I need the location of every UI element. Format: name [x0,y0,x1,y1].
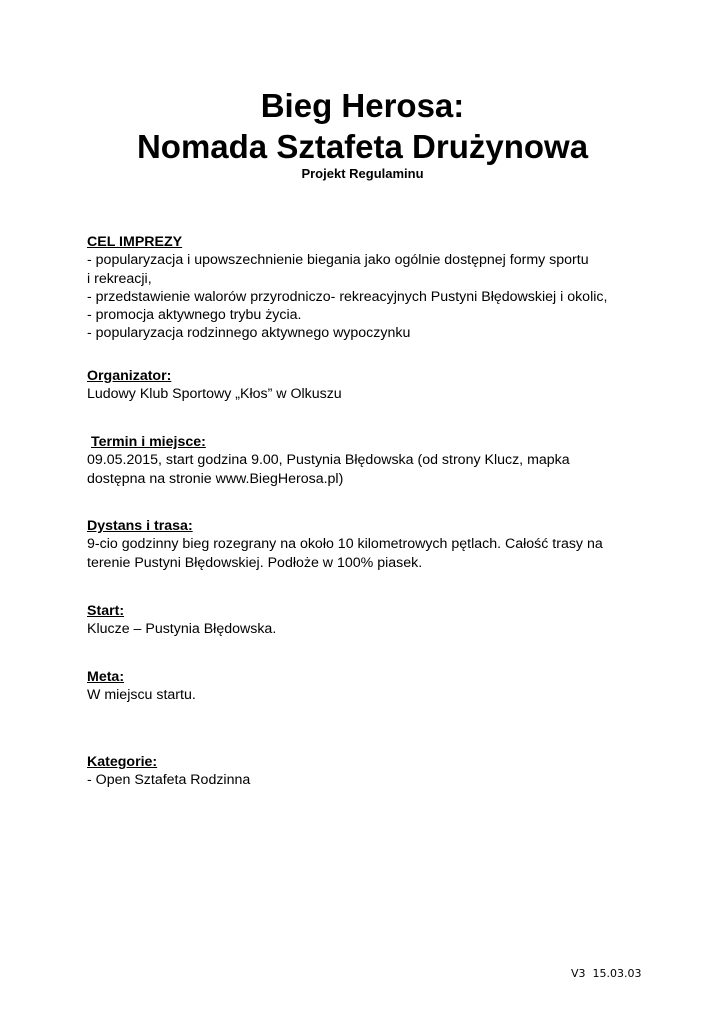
document-subtitle: Projekt Regulaminu [301,166,424,181]
organizator-line: Ludowy Klub Sportowy „Kłos” w Olkuszu [87,386,342,403]
section-kategorie [87,753,647,790]
cel-line: - przedstawienie walorów przyrodniczo- rekreacyjnych Pustyni Błędowskiej i okolic, [87,288,608,305]
cel-line: - popularyzacja rodzinnego aktywnego wypoczynku [87,325,411,342]
section-termin [87,433,647,488]
section-heading-dystans: Dystans i trasa: [87,518,193,534]
cel-line: - promocja aktywnego trybu życia. [87,307,302,324]
meta-line: W miejscu startu. [87,687,196,704]
title-line-2: Nomada Sztafeta Drużynowa [136,128,589,165]
section-heading-kategorie: Kategorie: [87,754,158,770]
dystans-line: terenie Pustyni Błędowskiej. Podłoże w 100% piasek. [87,554,423,571]
section-heading-termin: Termin i miejsce: [91,434,206,450]
section-heading-start: Start: [87,603,125,619]
section-dystans [87,517,647,572]
section-meta [87,668,647,705]
section-heading-meta: Meta: [87,669,125,685]
section-heading-cel: CEL IMPREZY [87,234,183,250]
kategorie-line: - Open Sztafeta Rodzinna [87,772,251,789]
start-line: Klucze – Pustynia Błędowska. [87,621,277,638]
cel-line: - popularyzacja i upowszechnienie biegania jako ogólnie dostępnej formy sportu [87,252,589,269]
section-cel-imprezy [87,233,647,343]
version-footer: V3 15.03.03 [571,967,642,980]
section-start [87,602,647,639]
termin-line: dostępna na stronie www.BiegHerosa.pl) [87,470,344,487]
section-heading-organizator: Organizator: [87,368,172,384]
termin-line: 09.05.2015, start godzina 9.00, Pustynia Błędowska (od strony Klucz, mapka [87,452,570,469]
dystans-line: 9-cio godzinny bieg rozegrany na około 10 kilometrowych pętlach. Całość trasy na [87,536,603,553]
section-organizator [87,367,647,404]
title-line-1: Bieg Herosa: [260,87,465,124]
cel-line: i rekreacji, [87,270,152,287]
